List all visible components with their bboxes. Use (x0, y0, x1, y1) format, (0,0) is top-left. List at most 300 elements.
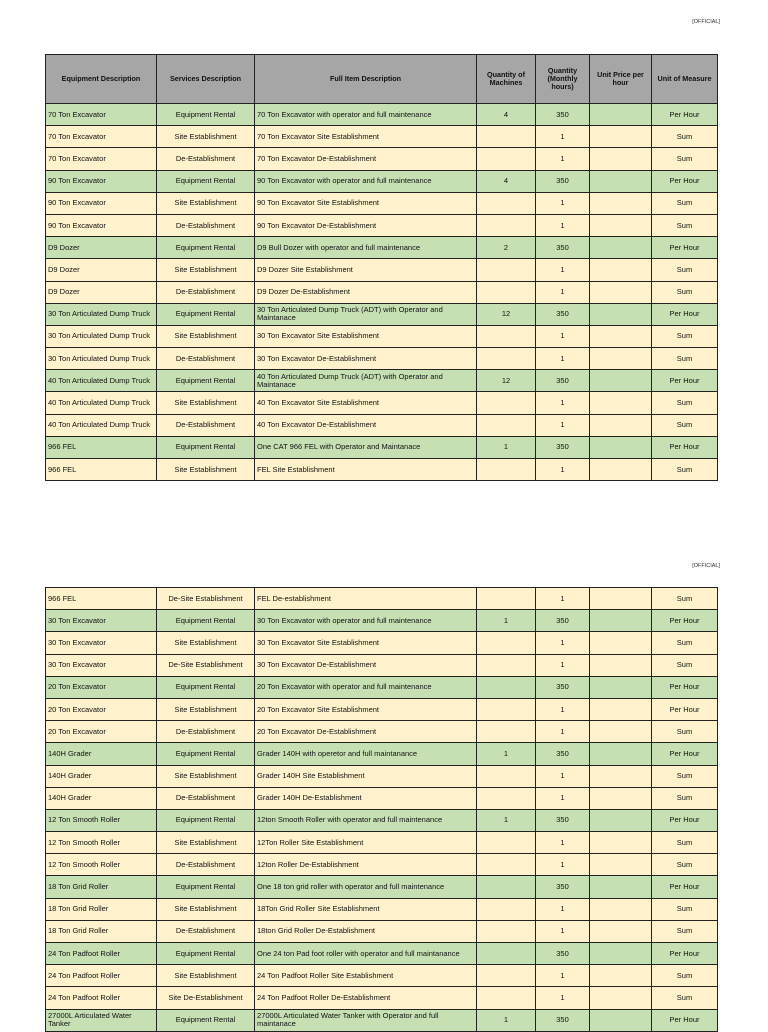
equipment-cell: 40 Ton Articulated Dump Truck (46, 392, 157, 414)
table-row (46, 104, 718, 126)
unit-cell: Sum (652, 214, 718, 236)
service-cell: De-Establishment (157, 281, 255, 303)
table-row (46, 698, 718, 720)
full-description-cell: D9 Bull Dozer with operator and full maintenance (255, 237, 477, 259)
machines-cell (477, 192, 536, 214)
table-row (46, 1009, 718, 1031)
header-quantity-monthly-hours: Quantity (Monthly hours) (536, 55, 590, 104)
hours-cell: 350 (536, 943, 590, 965)
equipment-cell: 90 Ton Excavator (46, 192, 157, 214)
equipment-cell: 30 Ton Articulated Dump Truck (46, 303, 157, 325)
price-cell (590, 259, 652, 281)
hours-cell: 1 (536, 192, 590, 214)
hours-cell: 350 (536, 809, 590, 831)
machines-cell (477, 392, 536, 414)
equipment-cell: 70 Ton Excavator (46, 126, 157, 148)
table-row (46, 126, 718, 148)
service-cell: Equipment Rental (157, 809, 255, 831)
hours-cell: 1 (536, 281, 590, 303)
service-cell: Site Establishment (157, 765, 255, 787)
full-description-cell: 30 Ton Excavator De-Establishment (255, 654, 477, 676)
equipment-table-page-1 (45, 54, 718, 481)
hours-cell: 1 (536, 325, 590, 347)
unit-cell: Sum (652, 965, 718, 987)
unit-cell: Per Hour (652, 436, 718, 458)
full-description-cell: One CAT 966 FEL with Operator and Maintanace (255, 436, 477, 458)
unit-cell: Sum (652, 832, 718, 854)
machines-cell (477, 698, 536, 720)
service-cell: Site Establishment (157, 965, 255, 987)
machines-cell (477, 876, 536, 898)
service-cell: Equipment Rental (157, 170, 255, 192)
price-cell (590, 898, 652, 920)
full-description-cell: 30 Ton Excavator with operator and full maintenance (255, 610, 477, 632)
equipment-cell: D9 Dozer (46, 259, 157, 281)
service-cell: De-Establishment (157, 214, 255, 236)
equipment-cell: 18 Ton Grid Roller (46, 876, 157, 898)
table-row (46, 610, 718, 632)
service-cell: De-Establishment (157, 721, 255, 743)
full-description-cell: One 18 ton grid roller with operator and full maintenance (255, 876, 477, 898)
unit-cell: Sum (652, 654, 718, 676)
service-cell: Equipment Rental (157, 303, 255, 325)
full-description-cell: 40 Ton Articulated Dump Truck (ADT) with Operator and Maintanace (255, 370, 477, 392)
price-cell (590, 809, 652, 831)
header-unit-of-measure: Unit of Measure (652, 55, 718, 104)
hours-cell: 1 (536, 698, 590, 720)
service-cell: Equipment Rental (157, 676, 255, 698)
table-row (46, 237, 718, 259)
machines-cell (477, 832, 536, 854)
price-cell (590, 148, 652, 170)
price-cell (590, 1009, 652, 1031)
table-row (46, 588, 718, 610)
table-row (46, 370, 718, 392)
hours-cell: 1 (536, 148, 590, 170)
machines-cell (477, 259, 536, 281)
service-cell: Equipment Rental (157, 436, 255, 458)
hours-cell: 1 (536, 459, 590, 481)
machines-cell (477, 348, 536, 370)
unit-cell: Sum (652, 259, 718, 281)
price-cell (590, 459, 652, 481)
machines-cell: 1 (477, 743, 536, 765)
machines-cell: 1 (477, 436, 536, 458)
service-cell: De-Site Establishment (157, 654, 255, 676)
unit-cell: Per Hour (652, 237, 718, 259)
table-row (46, 787, 718, 809)
table-row (46, 414, 718, 436)
service-cell: De-Establishment (157, 787, 255, 809)
service-cell: Site Establishment (157, 632, 255, 654)
price-cell (590, 676, 652, 698)
price-cell (590, 943, 652, 965)
price-cell (590, 920, 652, 942)
header-full-item-description: Full Item Description (255, 55, 477, 104)
service-cell: Site Establishment (157, 192, 255, 214)
service-cell: Site Establishment (157, 325, 255, 347)
table-body-page-2 (46, 588, 718, 1032)
machines-cell: 4 (477, 170, 536, 192)
machines-cell (477, 632, 536, 654)
price-cell (590, 987, 652, 1009)
hours-cell: 350 (536, 370, 590, 392)
equipment-cell: 140H Grader (46, 765, 157, 787)
price-cell (590, 237, 652, 259)
price-cell (590, 436, 652, 458)
unit-cell: Per Hour (652, 1009, 718, 1031)
equipment-cell: 20 Ton Excavator (46, 676, 157, 698)
full-description-cell: D9 Dozer Site Establishment (255, 259, 477, 281)
service-cell: De-Establishment (157, 920, 255, 942)
equipment-cell: 27000L Articulated Water Tanker (46, 1009, 157, 1031)
unit-cell: Sum (652, 126, 718, 148)
hours-cell: 1 (536, 987, 590, 1009)
full-description-cell: 90 Ton Excavator with operator and full maintenance (255, 170, 477, 192)
price-cell (590, 192, 652, 214)
table-row (46, 459, 718, 481)
table-row (46, 170, 718, 192)
price-cell (590, 698, 652, 720)
equipment-cell: 12 Ton Smooth Roller (46, 854, 157, 876)
equipment-cell: 24 Ton Padfoot Roller (46, 965, 157, 987)
full-description-cell: 12Ton Roller Site Establishment (255, 832, 477, 854)
full-description-cell: 40 Ton Excavator Site Establishment (255, 392, 477, 414)
equipment-cell: 30 Ton Excavator (46, 632, 157, 654)
full-description-cell: 70 Ton Excavator De-Establishment (255, 148, 477, 170)
full-description-cell: 70 Ton Excavator with operator and full maintenance (255, 104, 477, 126)
service-cell: Equipment Rental (157, 943, 255, 965)
price-cell (590, 348, 652, 370)
price-cell (590, 281, 652, 303)
full-description-cell: 20 Ton Excavator De-Establishment (255, 721, 477, 743)
machines-cell: 12 (477, 303, 536, 325)
hours-cell: 350 (536, 676, 590, 698)
machines-cell (477, 676, 536, 698)
unit-cell: Sum (652, 721, 718, 743)
machines-cell (477, 965, 536, 987)
price-cell (590, 303, 652, 325)
hours-cell: 1 (536, 654, 590, 676)
machines-cell (477, 654, 536, 676)
full-description-cell: 12ton Smooth Roller with operator and full maintenance (255, 809, 477, 831)
unit-cell: Per Hour (652, 676, 718, 698)
table-row (46, 832, 718, 854)
service-cell: Equipment Rental (157, 237, 255, 259)
hours-cell: 1 (536, 414, 590, 436)
service-cell: De-Establishment (157, 414, 255, 436)
classification-label: [OFFICIAL] (692, 19, 720, 25)
full-description-cell: 18ton Grid Roller De-Establishment (255, 920, 477, 942)
unit-cell: Sum (652, 765, 718, 787)
unit-cell: Sum (652, 459, 718, 481)
service-cell: Equipment Rental (157, 876, 255, 898)
table-row (46, 654, 718, 676)
table-row (46, 436, 718, 458)
equipment-cell: D9 Dozer (46, 281, 157, 303)
price-cell (590, 854, 652, 876)
full-description-cell: 70 Ton Excavator Site Establishment (255, 126, 477, 148)
unit-cell: Per Hour (652, 170, 718, 192)
price-cell (590, 654, 652, 676)
table-row (46, 192, 718, 214)
hours-cell: 350 (536, 610, 590, 632)
table-row (46, 325, 718, 347)
unit-cell: Sum (652, 392, 718, 414)
full-description-cell: 30 Ton Excavator Site Establishment (255, 632, 477, 654)
unit-cell: Sum (652, 632, 718, 654)
hours-cell: 350 (536, 436, 590, 458)
hours-cell: 1 (536, 214, 590, 236)
hours-cell: 1 (536, 787, 590, 809)
full-description-cell: 27000L Articulated Water Tanker with Operator and full maintanace (255, 1009, 477, 1031)
table-row (46, 809, 718, 831)
hours-cell: 1 (536, 965, 590, 987)
equipment-cell: 966 FEL (46, 588, 157, 610)
table-row (46, 392, 718, 414)
table-row (46, 898, 718, 920)
full-description-cell: One 24 ton Pad foot roller with operator and full maintanance (255, 943, 477, 965)
unit-cell: Sum (652, 148, 718, 170)
equipment-cell: 140H Grader (46, 743, 157, 765)
unit-cell: Per Hour (652, 876, 718, 898)
machines-cell (477, 214, 536, 236)
hours-cell: 1 (536, 832, 590, 854)
price-cell (590, 370, 652, 392)
equipment-cell: 24 Ton Padfoot Roller (46, 987, 157, 1009)
header-quantity-of-machines: Quantity of Machines (477, 55, 536, 104)
header-unit-price-per-hour: Unit Price per hour (590, 55, 652, 104)
machines-cell: 12 (477, 370, 536, 392)
hours-cell: 1 (536, 348, 590, 370)
hours-cell: 350 (536, 876, 590, 898)
price-cell (590, 721, 652, 743)
full-description-cell: 20 Ton Excavator Site Establishment (255, 698, 477, 720)
service-cell: Site Establishment (157, 259, 255, 281)
machines-cell: 1 (477, 1009, 536, 1031)
hours-cell: 1 (536, 632, 590, 654)
machines-cell (477, 281, 536, 303)
hours-cell: 1 (536, 392, 590, 414)
hours-cell: 1 (536, 588, 590, 610)
price-cell (590, 214, 652, 236)
price-cell (590, 104, 652, 126)
price-cell (590, 610, 652, 632)
service-cell: Equipment Rental (157, 370, 255, 392)
unit-cell: Per Hour (652, 610, 718, 632)
full-description-cell: 30 Ton Excavator Site Establishment (255, 325, 477, 347)
hours-cell: 350 (536, 303, 590, 325)
equipment-cell: 140H Grader (46, 787, 157, 809)
equipment-cell: 30 Ton Articulated Dump Truck (46, 348, 157, 370)
full-description-cell: 40 Ton Excavator De-Establishment (255, 414, 477, 436)
machines-cell: 4 (477, 104, 536, 126)
equipment-cell: 18 Ton Grid Roller (46, 898, 157, 920)
price-cell (590, 965, 652, 987)
table-row (46, 765, 718, 787)
equipment-cell: 966 FEL (46, 436, 157, 458)
table-row (46, 676, 718, 698)
equipment-cell: 40 Ton Articulated Dump Truck (46, 370, 157, 392)
service-cell: Site Establishment (157, 459, 255, 481)
hours-cell: 350 (536, 104, 590, 126)
machines-cell (477, 920, 536, 942)
full-description-cell: 30 Ton Articulated Dump Truck (ADT) with Operator and Maintanace (255, 303, 477, 325)
table-row (46, 721, 718, 743)
unit-cell: Sum (652, 854, 718, 876)
equipment-cell: 70 Ton Excavator (46, 148, 157, 170)
classification-label-page-2: [OFFICIAL] (692, 563, 720, 569)
hours-cell: 1 (536, 259, 590, 281)
machines-cell: 1 (477, 610, 536, 632)
service-cell: Site De-Establishment (157, 987, 255, 1009)
equipment-cell: 12 Ton Smooth Roller (46, 809, 157, 831)
hours-cell: 350 (536, 170, 590, 192)
machines-cell (477, 414, 536, 436)
price-cell (590, 170, 652, 192)
service-cell: Site Establishment (157, 698, 255, 720)
unit-cell: Sum (652, 414, 718, 436)
full-description-cell: 12ton Roller De-Establishment (255, 854, 477, 876)
table-row (46, 876, 718, 898)
table-row (46, 281, 718, 303)
service-cell: Site Establishment (157, 832, 255, 854)
service-cell: Equipment Rental (157, 1009, 255, 1031)
machines-cell (477, 459, 536, 481)
unit-cell: Per Hour (652, 698, 718, 720)
machines-cell: 2 (477, 237, 536, 259)
full-description-cell: 90 Ton Excavator De-Establishment (255, 214, 477, 236)
hours-cell: 1 (536, 854, 590, 876)
equipment-cell: 40 Ton Articulated Dump Truck (46, 414, 157, 436)
service-cell: De-Establishment (157, 148, 255, 170)
hours-cell: 1 (536, 920, 590, 942)
machines-cell (477, 126, 536, 148)
price-cell (590, 832, 652, 854)
machines-cell (477, 898, 536, 920)
machines-cell (477, 943, 536, 965)
full-description-cell: FEL De-establishment (255, 588, 477, 610)
hours-cell: 350 (536, 237, 590, 259)
unit-cell: Per Hour (652, 104, 718, 126)
table-row (46, 854, 718, 876)
unit-cell: Sum (652, 987, 718, 1009)
machines-cell (477, 987, 536, 1009)
unit-cell: Per Hour (652, 943, 718, 965)
equipment-cell: 90 Ton Excavator (46, 214, 157, 236)
unit-cell: Sum (652, 920, 718, 942)
machines-cell (477, 787, 536, 809)
machines-cell (477, 588, 536, 610)
service-cell: De-Establishment (157, 348, 255, 370)
equipment-cell: 24 Ton Padfoot Roller (46, 943, 157, 965)
equipment-cell: D9 Dozer (46, 237, 157, 259)
hours-cell: 1 (536, 765, 590, 787)
header-row (46, 55, 718, 104)
service-cell: Equipment Rental (157, 104, 255, 126)
table-row (46, 348, 718, 370)
unit-cell: Sum (652, 588, 718, 610)
unit-cell: Sum (652, 348, 718, 370)
equipment-cell: 30 Ton Excavator (46, 610, 157, 632)
service-cell: Site Establishment (157, 126, 255, 148)
equipment-cell: 30 Ton Excavator (46, 654, 157, 676)
machines-cell (477, 148, 536, 170)
table-row (46, 920, 718, 942)
equipment-cell: 20 Ton Excavator (46, 721, 157, 743)
price-cell (590, 765, 652, 787)
full-description-cell: Grader 140H with operetor and full maintanance (255, 743, 477, 765)
price-cell (590, 392, 652, 414)
header-services-description: Services Description (157, 55, 255, 104)
hours-cell: 1 (536, 721, 590, 743)
service-cell: Equipment Rental (157, 743, 255, 765)
unit-cell: Sum (652, 325, 718, 347)
table-row (46, 259, 718, 281)
equipment-cell: 18 Ton Grid Roller (46, 920, 157, 942)
price-cell (590, 743, 652, 765)
header-equipment-description: Equipment Description (46, 55, 157, 104)
unit-cell: Sum (652, 787, 718, 809)
table-row (46, 943, 718, 965)
equipment-cell: 30 Ton Articulated Dump Truck (46, 325, 157, 347)
price-cell (590, 787, 652, 809)
price-cell (590, 414, 652, 436)
machines-cell (477, 325, 536, 347)
machines-cell (477, 854, 536, 876)
table-row (46, 148, 718, 170)
price-cell (590, 632, 652, 654)
hours-cell: 350 (536, 1009, 590, 1031)
hours-cell: 350 (536, 743, 590, 765)
full-description-cell: 24 Ton Padfoot Roller De-Establishment (255, 987, 477, 1009)
unit-cell: Per Hour (652, 370, 718, 392)
full-description-cell: Grader 140H Site Establishment (255, 765, 477, 787)
hours-cell: 1 (536, 898, 590, 920)
unit-cell: Per Hour (652, 743, 718, 765)
unit-cell: Sum (652, 281, 718, 303)
equipment-cell: 20 Ton Excavator (46, 698, 157, 720)
price-cell (590, 325, 652, 347)
table-row (46, 987, 718, 1009)
service-cell: De-Establishment (157, 854, 255, 876)
full-description-cell: 90 Ton Excavator Site Establishment (255, 192, 477, 214)
unit-cell: Sum (652, 898, 718, 920)
unit-cell: Per Hour (652, 809, 718, 831)
table-row (46, 743, 718, 765)
equipment-table-page-2 (45, 587, 718, 1032)
table-row (46, 214, 718, 236)
equipment-cell: 70 Ton Excavator (46, 104, 157, 126)
full-description-cell: FEL Site Establishment (255, 459, 477, 481)
table-row (46, 965, 718, 987)
service-cell: Equipment Rental (157, 610, 255, 632)
unit-cell: Per Hour (652, 303, 718, 325)
machines-cell (477, 721, 536, 743)
equipment-cell: 12 Ton Smooth Roller (46, 832, 157, 854)
full-description-cell: 18Ton Grid Roller Site Establishment (255, 898, 477, 920)
service-cell: Site Establishment (157, 392, 255, 414)
machines-cell: 1 (477, 809, 536, 831)
price-cell (590, 126, 652, 148)
table-row (46, 632, 718, 654)
price-cell (590, 588, 652, 610)
equipment-cell: 90 Ton Excavator (46, 170, 157, 192)
table-row (46, 303, 718, 325)
full-description-cell: D9 Dozer De-Establishment (255, 281, 477, 303)
machines-cell (477, 765, 536, 787)
full-description-cell: Grader 140H De-Establishment (255, 787, 477, 809)
